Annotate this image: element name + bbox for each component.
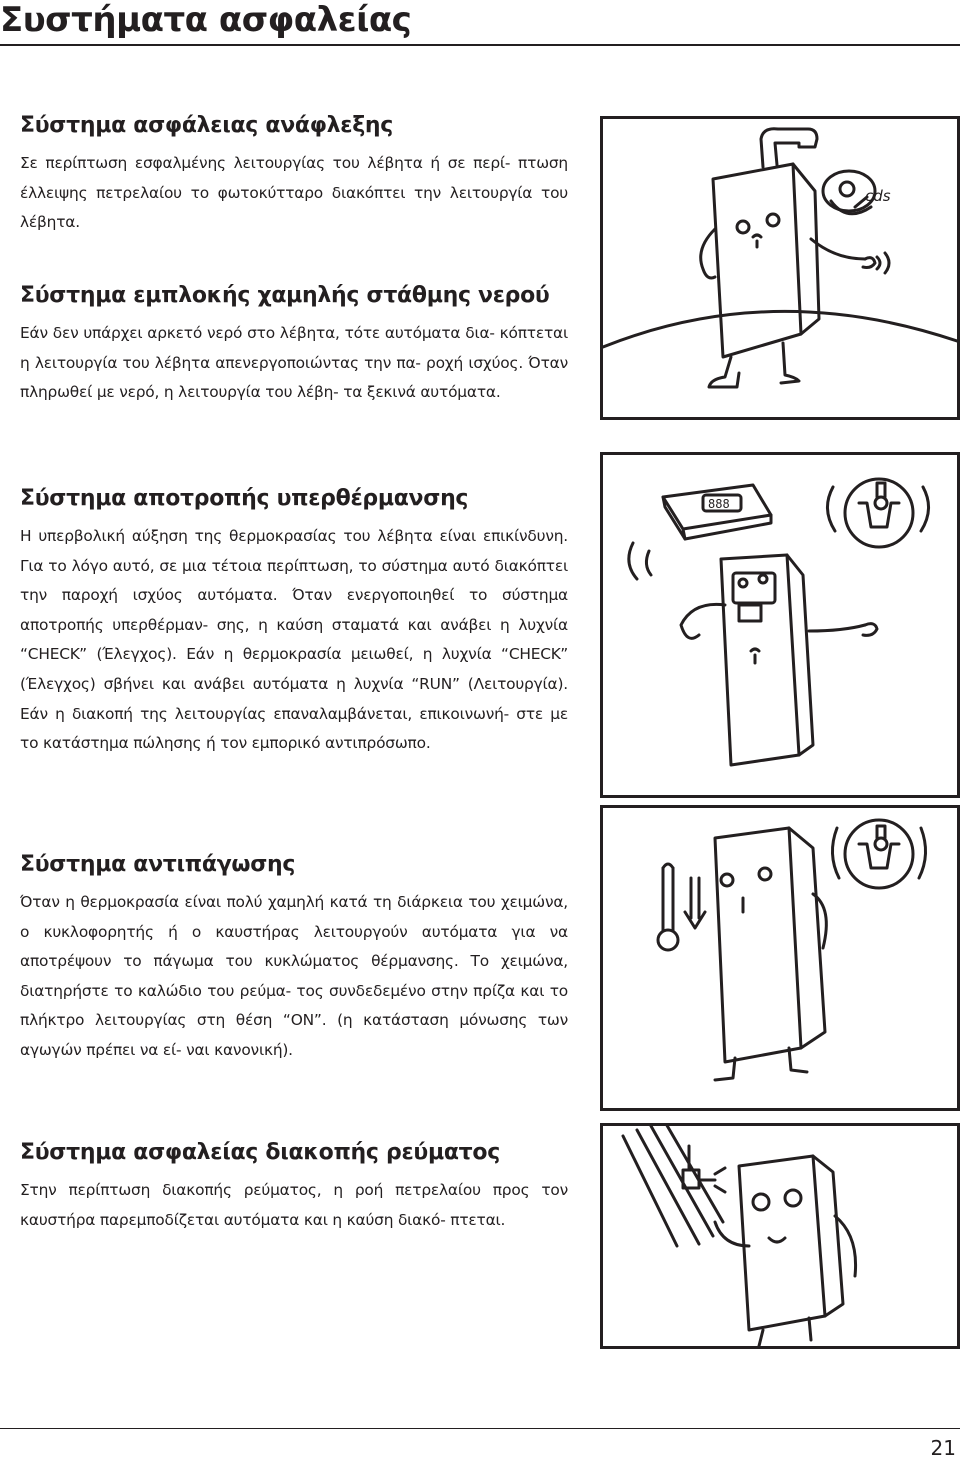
boiler-cds-drawing <box>603 119 957 417</box>
section-ignition-safety <box>20 111 568 238</box>
illustration-ignition-safety <box>600 116 960 420</box>
section-heading: Σύστημα εμπλοκής χαμηλής στάθμης νερού <box>20 283 550 308</box>
section-text: Σε περίπτωση εσφαλμένης λειτουργίας του λέβητα ή σε περί- πτωση έλλειψης πετρελαίου το φωτοκύτταρο διακόπτει την λειτουργία του λέβητα. <box>20 154 568 232</box>
section-heading: Σύστημα ασφάλειας ανάφλεξης <box>20 113 394 138</box>
section-antifreeze <box>20 850 568 1066</box>
boiler-overheat-drawing <box>603 455 957 795</box>
boiler-antifreeze-drawing <box>603 808 957 1108</box>
section-text: Όταν η θερμοκρασία είναι πολύ χαμηλή κατά τη διάρκεια του χειμώνα, ο κυκλοφορητής ή ο καυστήρας λειτουργούν αυτόματα για να αποτρέψουν το πάγωμα του κυκλώματος θέρμανσης. Το χειμώνα, διατηρήστε το καλώδιο του ρεύμα- τος συνδεδεμένο στην πρίζα και το πλήκτρο λειτουργίας στη θέση “ON”. (η κατάσταση μόνωσης των αγωγών πρέπει να εί- ναι κανονική). <box>20 893 568 1059</box>
boiler-power-failure-drawing <box>603 1126 957 1346</box>
section-text: Στην περίπτωση διακοπής ρεύματος, η ροή πετρελαίου προς τον καυστήρα παρεμποδίζεται αυτόματα και η καύση διακό- πτεται. <box>20 1181 568 1229</box>
section-heading: Σύστημα αποτροπής υπερθέρμανσης <box>20 486 469 511</box>
section-text: Η υπερβολική αύξηση της θερμοκρασίας του λέβητα είναι επικίνδυνη. Για το λόγο αυτό, σε μια τέτοια περίπτωση, το σύστημα αυτό διακόπτει την παροχή ισχύος αυτόματα. Όταν ενεργοποιηθεί το σύστημα αποτροπής υπερθέρμαν- σης, η καύση σταματά και ανάβει η λυχνία “CHECK” (Έλεγχος). Εάν η θερμοκρασία μειωθεί, η λυχνία “CHECK” (Έλεγχος) σβήνει και ανάβει αυτόματα η λυχνία “RUN” (Λειτουργία). Εάν η διακοπή της λειτουργίας επαναλαμβάνεται, επικοινωνή- στε με το κατάστημα πώλησης ή τον εμπορικό αντιπρόσωπο. <box>20 527 568 753</box>
section-overheat-prevention <box>20 484 568 759</box>
section-heading: Σύστημα αντιπάγωσης <box>20 852 296 877</box>
footer-divider <box>0 1428 960 1429</box>
illustration-overheat <box>600 452 960 798</box>
page-number: 21 <box>930 1436 956 1460</box>
section-text: Εάν δεν υπάρχει αρκετό νερό στο λέβητα, τότε αυτόματα δια- κόπτεται η λειτουργία του λέβητα απενεργοποιώντας την πα- ροχή ισχύος. Όταν πληρωθεί με νερό, η λειτουργία του λέβη- τα ξεκινά αυτόματα. <box>20 324 568 402</box>
illustration-antifreeze <box>600 805 960 1111</box>
section-low-water-lock <box>20 281 568 408</box>
section-heading: Σύστημα ασφαλείας διακοπής ρεύματος <box>20 1140 500 1165</box>
title-divider <box>0 44 960 46</box>
cds-label: cds <box>865 187 891 205</box>
page-title: Συστήματα ασφαλείας <box>0 0 412 40</box>
section-power-failure <box>20 1138 568 1235</box>
display-label: 888 <box>708 497 730 511</box>
illustration-power-failure <box>600 1123 960 1349</box>
